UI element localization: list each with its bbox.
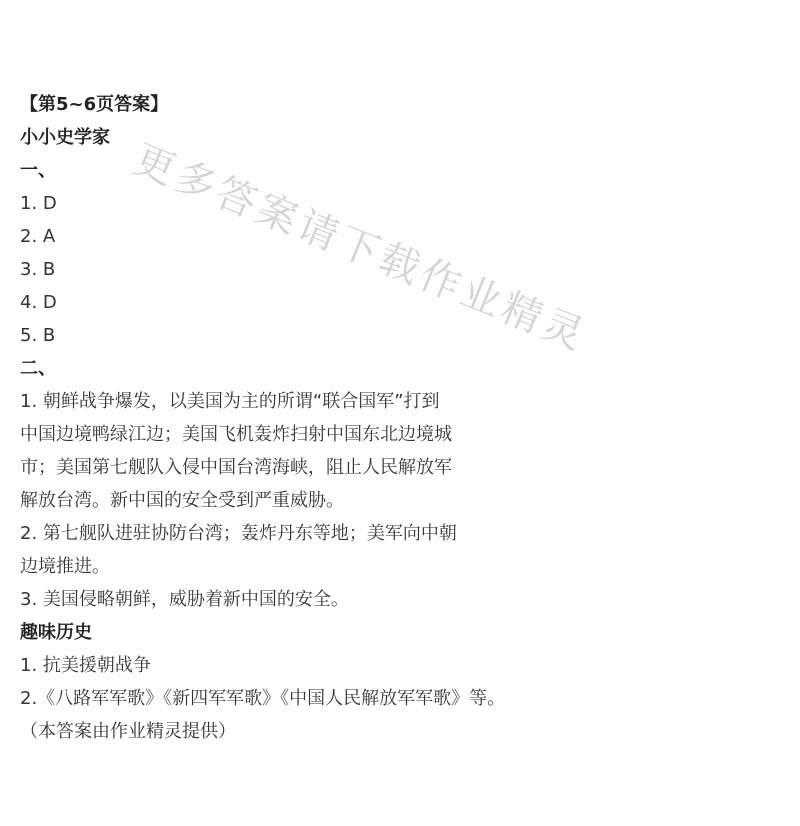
answer-line: 1. D	[20, 193, 57, 214]
answer-line: 2.《八路军军歌》《新四军军歌》《中国人民解放军军歌》等。	[20, 688, 506, 709]
answer-line: 2. 第七舰队进驻协防台湾；轰炸丹东等地；美军向中朝	[20, 523, 457, 544]
answer-document	[20, 88, 540, 748]
answer-line: 3. B	[20, 259, 56, 280]
answer-line: 市；美国第七舰队入侵中国台湾海峡，阻止人民解放军	[20, 457, 452, 478]
answer-line: 3. 美国侵略朝鲜，威胁着新中国的安全。	[20, 589, 349, 610]
answer-line: 中国边境鸭绿江边；美国飞机轰炸扫射中国东北边境城	[20, 424, 452, 445]
answer-line: 1. 朝鲜战争爆发，以美国为主的所谓“联合国军”打到	[20, 391, 440, 412]
section-title-fun-history: 趣味历史	[20, 622, 92, 643]
answer-line: 4. D	[20, 292, 57, 313]
answer-line: 1. 抗美援朝战争	[20, 655, 151, 676]
source-note: （本答案由作业精灵提供）	[20, 721, 236, 742]
part-one-heading: 一、	[20, 160, 56, 181]
section-title-little-historian: 小小史学家	[20, 127, 110, 148]
answer-line: 解放台湾。新中国的安全受到严重威胁。	[20, 490, 344, 511]
part-two-heading: 二、	[20, 358, 56, 379]
watermark: 更多答案请下载作业精灵	[127, 136, 594, 361]
answer-line: 2. A	[20, 226, 56, 247]
answer-line: 边境推进。	[20, 556, 110, 577]
answer-line: 5. B	[20, 325, 56, 346]
page-heading: 【第5~6页答案】	[20, 94, 169, 115]
